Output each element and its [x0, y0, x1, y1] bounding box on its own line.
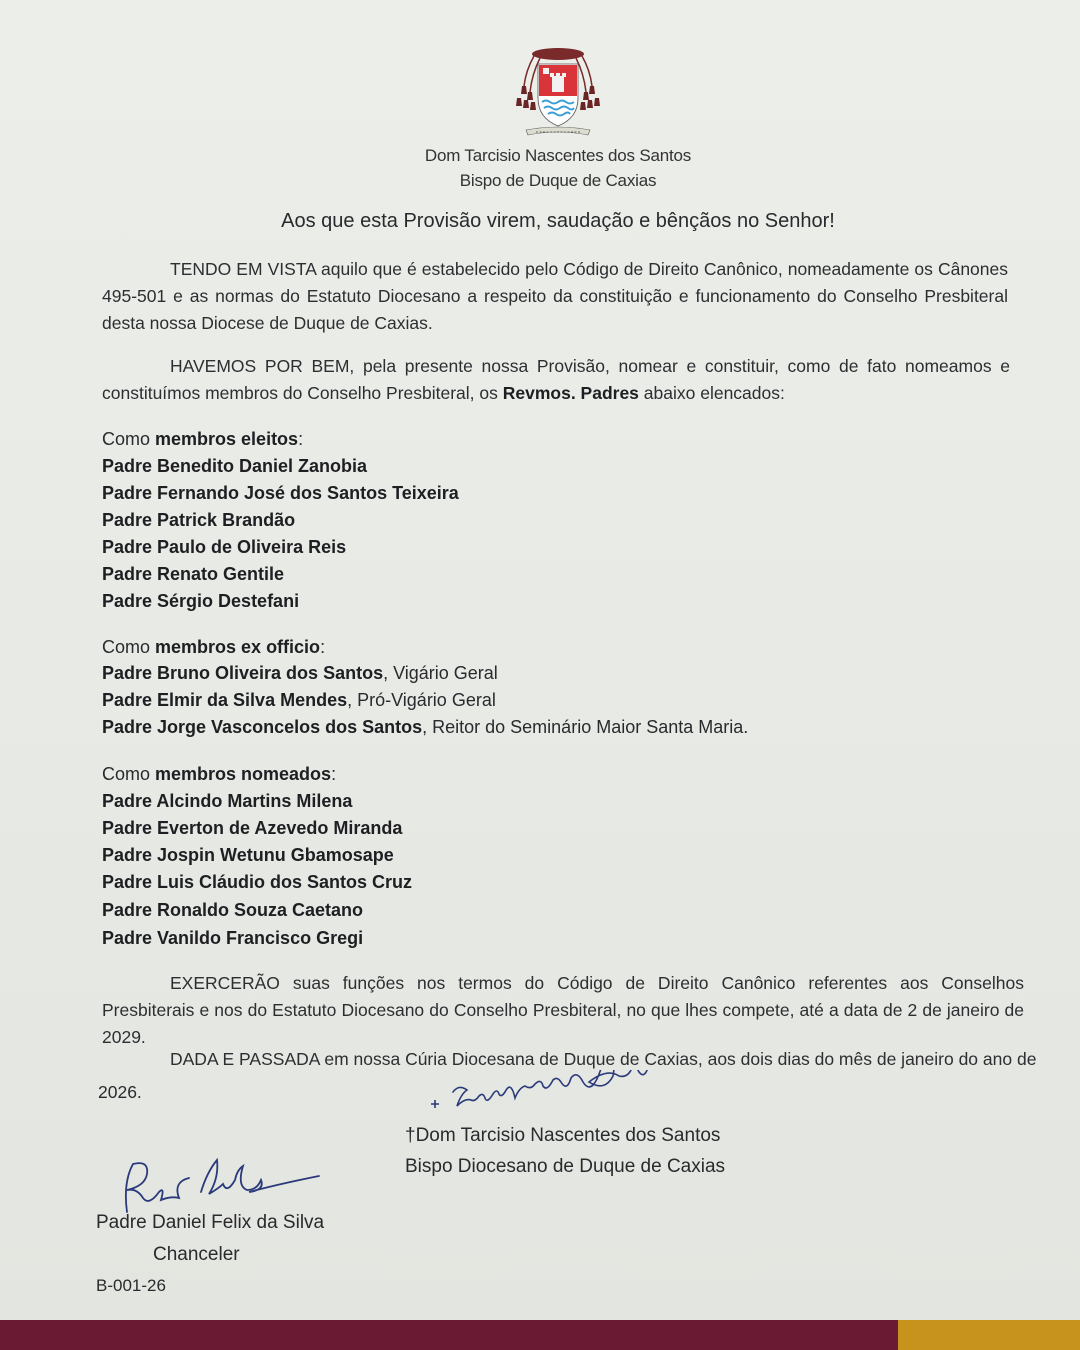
elected-member: Padre Sérgio Destefani: [102, 591, 300, 611]
bishop-signature-name: †Dom Tarcisio Nascentes dos Santos: [405, 1125, 721, 1146]
appointed-member: Padre Vanildo Francisco Gregi: [102, 928, 364, 948]
elected-member: Padre Fernando José dos Santos Teixeira: [102, 483, 459, 503]
paragraph-considering: [102, 256, 1008, 337]
reference-code: B-001-26: [96, 1276, 166, 1295]
footer-accent: [898, 1320, 1080, 1350]
paragraph-lead: HAVEMOS POR BEM: [170, 356, 350, 376]
ex-officio-member: Padre Elmir da Silva Mendes, Pró-Vigário Geral: [102, 690, 496, 710]
elected-heading: Como membros eleitos:: [102, 429, 304, 449]
bishop-name: Dom Tarcisio Nascentes dos Santos: [424, 146, 692, 165]
paragraph-text: abaixo elencados:: [638, 383, 785, 403]
appointed-member: Padre Everton de Azevedo Miranda: [102, 818, 403, 838]
chancellor-signature-title: Chanceler: [153, 1244, 240, 1265]
ex-officio-member: Padre Bruno Oliveira dos Santos, Vigário Geral: [102, 663, 498, 683]
paragraph-appointment: [102, 353, 1010, 407]
paragraph-lead: TENDO EM VISTA: [170, 259, 316, 279]
appointed-heading: Como membros nomeados:: [102, 764, 337, 784]
paragraph-text: em nossa Cúria Diocesana de Duque de Caxias, aos dois dias do mês de janeiro do ano de: [319, 1049, 1037, 1069]
bishop-title: Bispo de Duque de Caxias: [459, 171, 657, 190]
appointed-member: Padre Jospin Wetunu Gbamosape: [102, 845, 394, 865]
chancellor-signature-name: Padre Daniel Felix da Silva: [96, 1212, 325, 1233]
given-year: 2026.: [98, 1082, 142, 1102]
episcopal-coat-of-arms-icon: [512, 40, 604, 140]
elected-member: Padre Patrick Brandão: [102, 510, 296, 530]
paragraph-text: , pela presente nossa Provisão, nomear e constituir, como de fato nomeamos e constituímos membros do Conselho Presbiteral, os: [102, 356, 1010, 403]
greeting: Aos que esta Provisão virem, saudação e bênçãos no Senhor!: [281, 210, 835, 232]
paragraph-lead: EXERCERÃO: [170, 973, 280, 993]
paragraph-text: suas funções nos termos do Código de Direito Canônico referentes aos Conselhos Presbiterais e nos do Estatuto Diocesano do Conselho Presbiteral, no que lhes compete, até a data de 2 de janeiro de 2029.: [102, 973, 1024, 1047]
elected-member: Padre Benedito Daniel Zanobia: [102, 456, 368, 476]
reverends-label: Revmos. Padres: [502, 383, 639, 403]
paragraph-text: aquilo que é estabelecido pelo Código de Direito Canônico, nomeadamente os Cânones 495-501 e as normas do Estatuto Diocesano a respeito da constituição e funcionamento do Conselho Presbiteral desta nossa Diocese de Duque de Caxias.: [102, 259, 1008, 333]
elected-member: Padre Paulo de Oliveira Reis: [102, 537, 347, 557]
appointed-member: Padre Ronaldo Souza Caetano: [102, 900, 364, 920]
appointed-member: Padre Alcindo Martins Milena: [102, 791, 353, 811]
paragraph-lead: DADA E PASSADA: [170, 1049, 320, 1069]
ex-officio-heading: Como membros ex officio:: [102, 637, 326, 657]
bishop-handwritten-signature: [425, 1070, 725, 1120]
elected-member: Padre Renato Gentile: [102, 564, 285, 584]
bishop-signature-title: Bispo Diocesano de Duque de Caxias: [405, 1156, 726, 1177]
footer-bar: [0, 1320, 898, 1350]
appointed-member: Padre Luis Cláudio dos Santos Cruz: [102, 872, 413, 892]
paragraph-given: [102, 1046, 1037, 1073]
ex-officio-member: Padre Jorge Vasconcelos dos Santos, Reitor do Seminário Maior Santa Maria.: [102, 717, 749, 737]
paragraph-exercise: [102, 970, 1024, 1051]
